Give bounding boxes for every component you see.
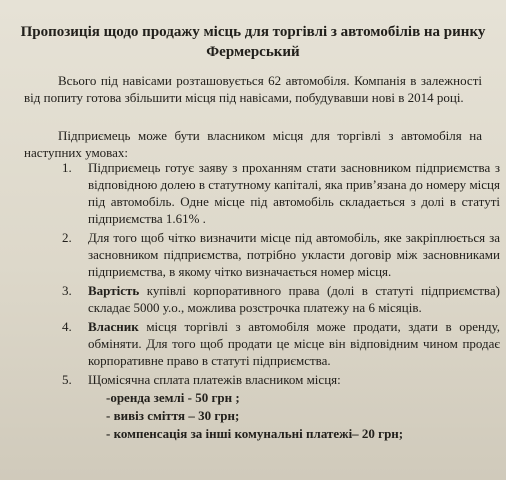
fees-list <box>88 389 500 443</box>
intro-paragraph: Всього під навісами розташовується 62 автомобіля. Компанія в залежності від попиту готова збільшити місця під навісами, побудувавши нові в 2014 році. <box>24 73 482 105</box>
condition-item-1 <box>62 159 500 227</box>
condition-item-2 <box>62 229 500 280</box>
condition-text <box>88 230 500 279</box>
condition-item-4 <box>62 318 500 369</box>
condition-text <box>88 283 500 315</box>
condition-number: 2. <box>62 230 72 245</box>
condition-text <box>88 160 500 226</box>
condition-body: Для того щоб чітко визначити місце під автомобіль, яке закріплюється за засновником підприємства, потрібно укласти договір між засновниками підприємства, в якому чітко визначається номер місця. <box>88 230 500 279</box>
fee-item-land-rent: -оренда землі - 50 грн ; <box>106 390 240 405</box>
condition-text <box>88 319 500 368</box>
condition-number: 3. <box>62 283 72 298</box>
condition-text <box>88 372 341 387</box>
condition-lead-word: Власник <box>88 319 139 334</box>
condition-number: 5. <box>62 372 72 387</box>
fee-item-utilities: - компенсація за інші комунальні платежі– 20 грн; <box>106 426 404 441</box>
condition-body: місця торгівлі з автомобіля може продати, здати в оренду, обміняти. Для того щоб продати це місце він відповідним чином продає корпоративне право в статуті підприємства. <box>88 319 501 368</box>
condition-body: Щомісячна сплата платежів власником місця: <box>88 372 341 387</box>
fee-item-garbage: - вивіз сміття – 30 грн; <box>106 408 240 423</box>
condition-body: купівлі корпоративного права (долі в статуті підприємства) складає 5000 у.о., можлива розстрочка платежу на 6 місяців. <box>88 283 500 315</box>
conditions-list <box>62 159 500 443</box>
condition-lead-word: Вартість <box>88 283 140 298</box>
condition-item-5 <box>62 371 500 443</box>
document-title: Пропозиція щодо продажу місць для торгівлі з автомобілів на ринку Фермерський <box>20 24 486 60</box>
conditions-lead-paragraph: Підприємець може бути власником місця для торгівлі з автомобіля на наступних умовах: <box>24 128 482 160</box>
condition-item-3 <box>62 282 500 316</box>
condition-body: Підприємець готує заяву з проханням стати засновником підприємства з відповідною долею в статутному капіталі, яка прив’язана до номеру місця під автомобіль. Одне місце під автомобіль складається з долі в статуті підприємства 1.61% . <box>88 160 500 226</box>
condition-number: 4. <box>62 319 72 334</box>
condition-number: 1. <box>62 160 72 175</box>
